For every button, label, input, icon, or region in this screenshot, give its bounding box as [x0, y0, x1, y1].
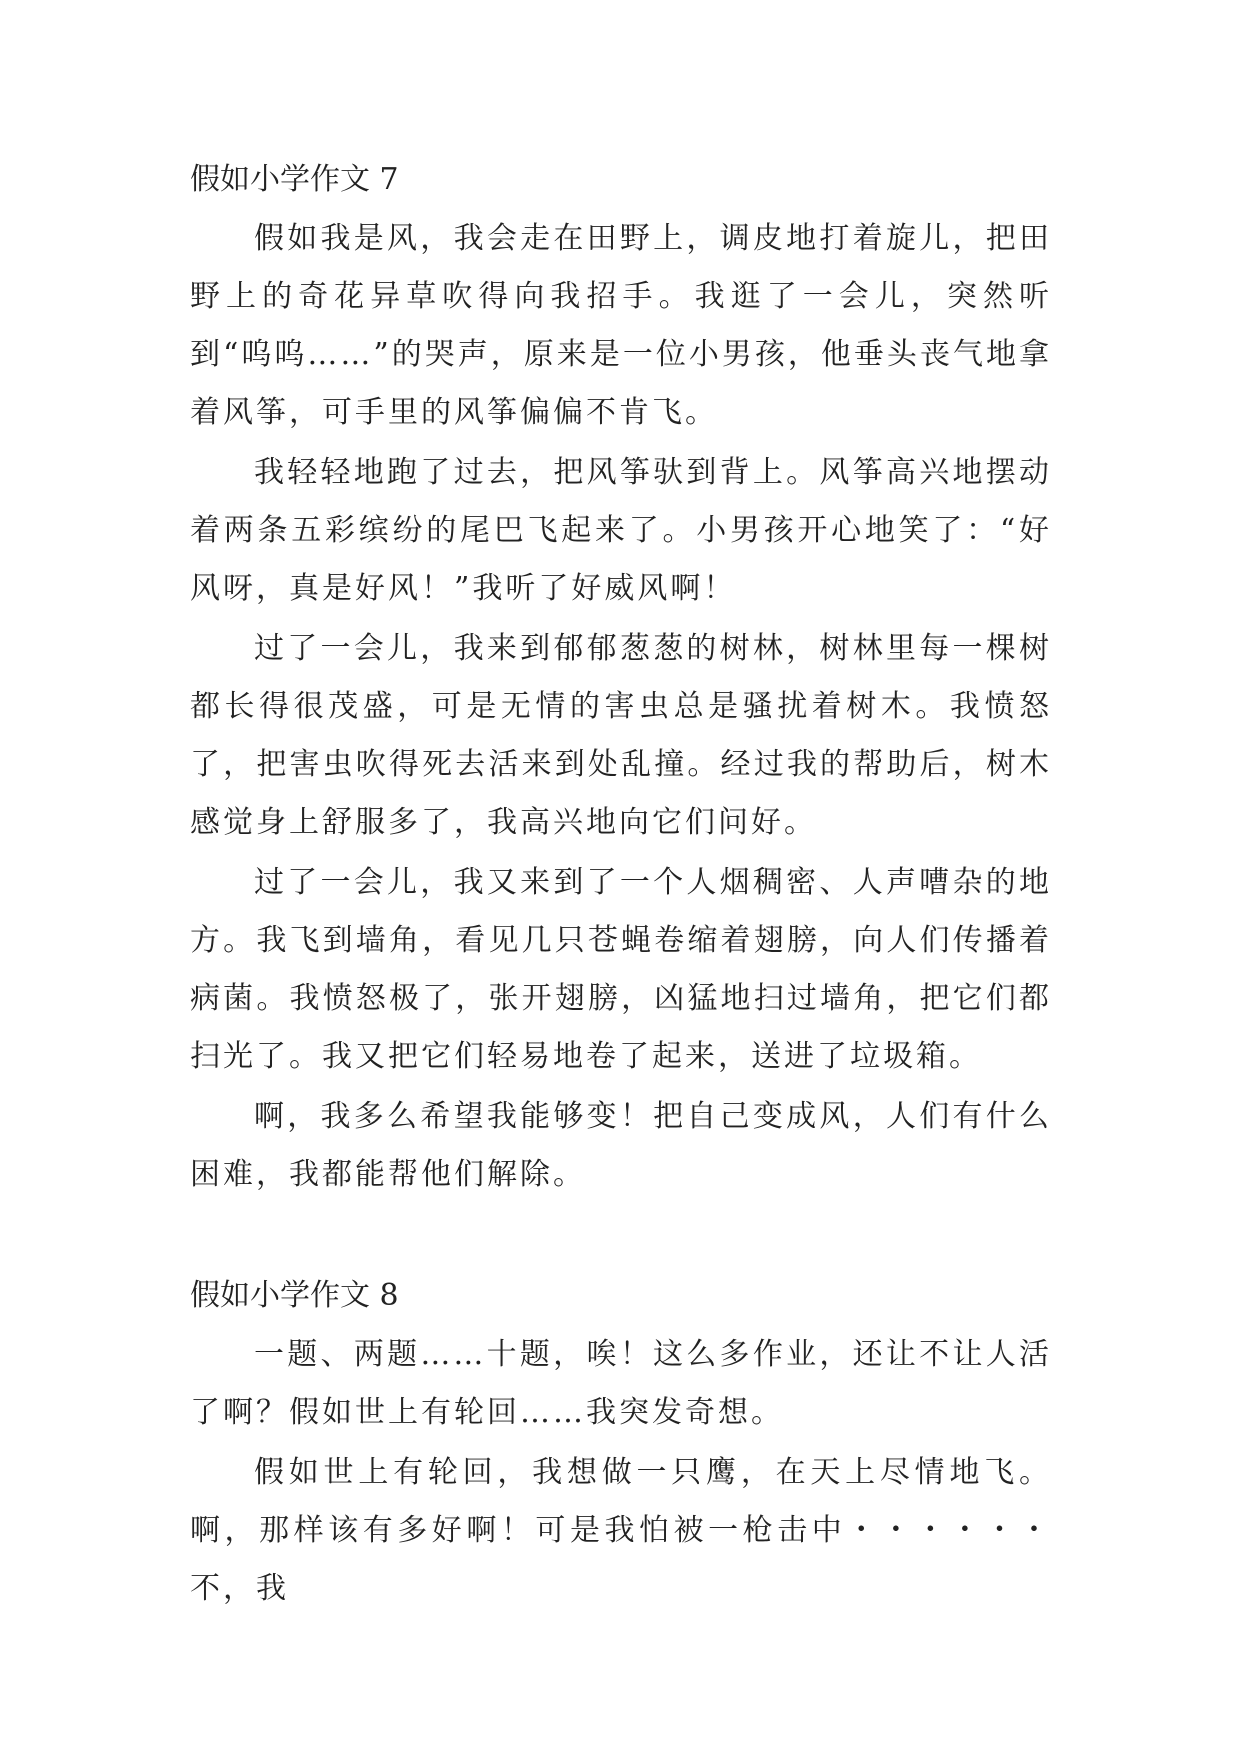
- paragraph: 假如世上有轮回，我想做一只鹰，在天上尽情地飞。啊，那样该有多好啊！可是我怕被一枪击中・・・・・・不，我: [190, 1455, 1052, 1606]
- essay-title-8: 假如小学作文 8: [190, 1278, 399, 1313]
- paragraph: 过了一会儿，我来到郁郁葱葱的树林，树林里每一棵树都长得很茂盛，可是无情的害虫总是骚扰着树木。我愤怒了，把害虫吹得死去活来到处乱撞。经过我的帮助后，树木感觉身上舒服多了，我高兴地向它们问好。: [190, 631, 1052, 840]
- paragraph: 我轻轻地跑了过去，把风筝驮到背上。风筝高兴地摆动着两条五彩缤纷的尾巴飞起来了。小男孩开心地笑了：“好风呀，真是好风！”我听了好威风啊！: [190, 455, 1052, 606]
- paragraph: 一题、两题……十题，唉！这么多作业，还让不让人活了啊？假如世上有轮回……我突发奇想。: [190, 1337, 1052, 1430]
- essay-section-8: [190, 1266, 1052, 1618]
- essay-title-7: 假如小学作文 7: [190, 162, 399, 197]
- essay-section-7: [190, 150, 1052, 1204]
- paragraph: 啊，我多么希望我能够变！把自己变成风，人们有什么困难，我都能帮他们解除。: [190, 1099, 1052, 1192]
- paragraph: 过了一会儿，我又来到了一个人烟稠密、人声嘈杂的地方。我飞到墙角，看见几只苍蝇卷缩着翅膀，向人们传播着病菌。我愤怒极了，张开翅膀，凶猛地扫过墙角，把它们都扫光了。我又把它们轻易地卷了起来，送进了垃圾箱。: [190, 865, 1052, 1074]
- paragraph: 假如我是风，我会走在田野上，调皮地打着旋儿，把田野上的奇花异草吹得向我招手。我逛了一会儿，突然听到“呜呜……”的哭声，原来是一位小男孩，他垂头丧气地拿着风筝，可手里的风筝偏偏不肯飞。: [190, 221, 1052, 430]
- document-page: [190, 150, 1052, 1618]
